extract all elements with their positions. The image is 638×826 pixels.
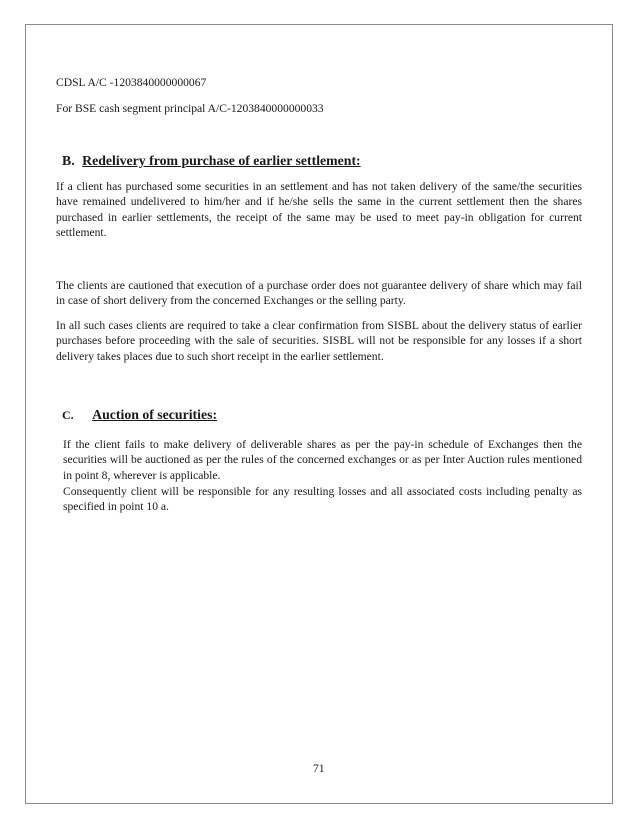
bse-account-line: For BSE cash segment principal A/C-1203840000000033 xyxy=(56,102,324,115)
section-c-paragraph-1: If the client fails to make delivery of deliverable shares as per the pay-in schedule of Exchanges then the securities will be auctioned as per the rules of the concerned exchanges or as per Inter Auction rules mentioned in point 8, wherever is applicable. xyxy=(63,438,582,482)
section-c-title: Auction of securities: xyxy=(92,407,218,422)
section-c-paragraph-2: Consequently client will be responsible for any resulting losses and all associated costs including penalty as specified in point 10 a. xyxy=(63,485,582,514)
cdsl-account-line: CDSL A/C -1203840000000067 xyxy=(56,76,207,89)
page-number: 71 xyxy=(313,762,325,775)
section-b-heading xyxy=(62,153,361,169)
section-b-paragraph-1: If a client has purchased some securities in an settlement and has not taken delivery of the same/the securities have remained undelivered to him/her and if he/she sells the same in the current settlement then the shares purchased in earlier settlements, the receipt of the same may be used to meet pay-in obligation for current settlement. xyxy=(56,180,582,240)
section-b-paragraph-2: The clients are cautioned that execution of a purchase order does not guarantee delivery of share which may fail in case of short delivery from the concerned Exchanges or the selling party. xyxy=(56,279,582,308)
section-b-paragraph-3: In all such cases clients are required to take a clear confirmation from SISBL about the delivery status of earlier purchases before proceeding with the sale of securities. SISBL will not be responsible for any losses if a short delivery takes places due to such short receipt in the earlier settlement. xyxy=(56,319,582,363)
section-b-title: Redelivery from purchase of earlier settlement: xyxy=(82,153,361,168)
section-c-letter: C. xyxy=(62,408,74,422)
section-c-heading xyxy=(62,407,217,423)
section-b-letter: B. xyxy=(62,153,75,168)
